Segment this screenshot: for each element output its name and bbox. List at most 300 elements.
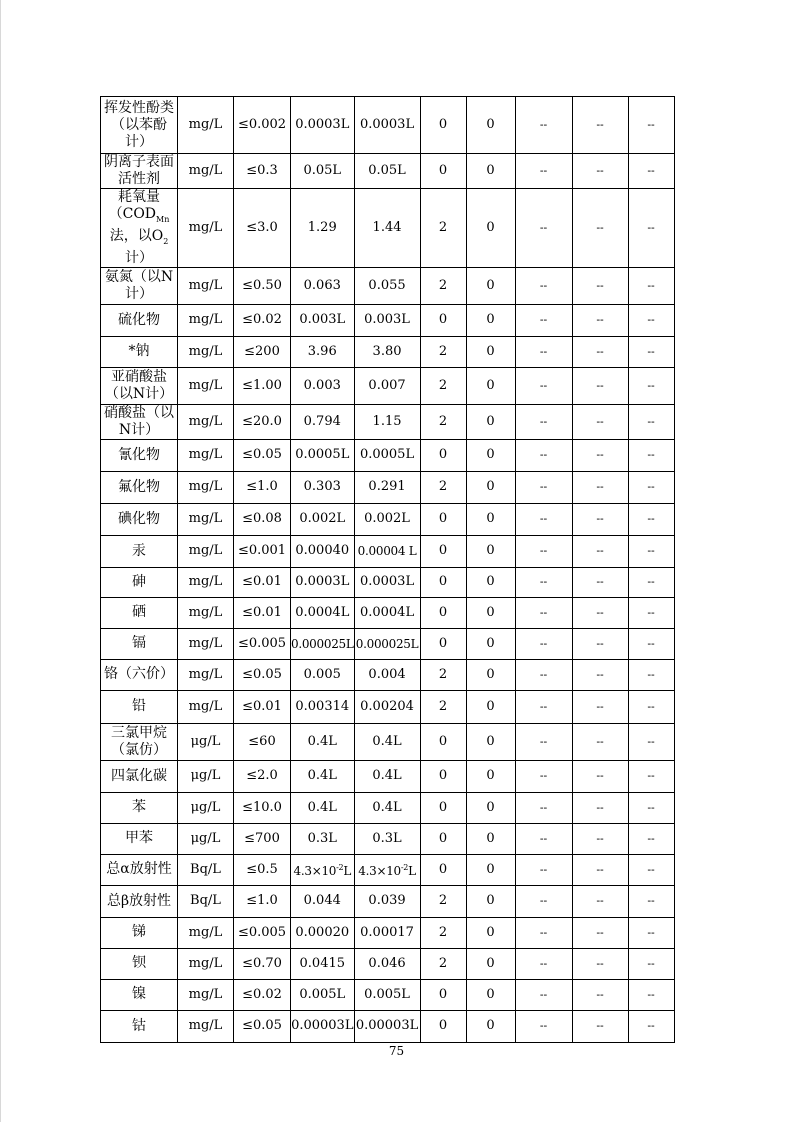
table-row: [101, 567, 675, 597]
table-row: [101, 723, 675, 760]
empty2-cell: --: [572, 1010, 628, 1042]
unit-cell: mg/L: [178, 1010, 234, 1042]
count1-cell: 0: [420, 723, 466, 760]
empty1-cell: --: [515, 885, 572, 917]
count2-cell: 0: [466, 367, 515, 404]
value2-cell: 0.00003L: [354, 1010, 420, 1042]
unit-cell: mg/L: [178, 948, 234, 979]
table-row: [101, 471, 675, 503]
limit-cell: ≤1.0: [234, 885, 291, 917]
limit-cell: ≤0.01: [234, 567, 291, 597]
empty1-cell: --: [515, 336, 572, 367]
unit-cell: μg/L: [178, 760, 234, 792]
table-row: [101, 823, 675, 854]
item-name-cell: 甲苯: [101, 823, 178, 854]
value2-cell: 0.05L: [354, 154, 420, 189]
count1-cell: 2: [420, 189, 466, 268]
table-row: [101, 439, 675, 471]
page-left-edge: [0, 0, 1, 1122]
value1-cell: 0.794: [291, 404, 355, 439]
limit-cell: ≤3.0: [234, 189, 291, 268]
count2-cell: 0: [466, 1010, 515, 1042]
item-name-cell: *钠: [101, 336, 178, 367]
limit-cell: ≤0.02: [234, 304, 291, 336]
count2-cell: 0: [466, 723, 515, 760]
empty1-cell: --: [515, 471, 572, 503]
empty3-cell: --: [628, 336, 674, 367]
limit-cell: ≤200: [234, 336, 291, 367]
empty3-cell: --: [628, 760, 674, 792]
value2-cell: 0.3L: [354, 823, 420, 854]
empty2-cell: --: [572, 760, 628, 792]
count1-cell: 0: [420, 823, 466, 854]
unit-cell: mg/L: [178, 404, 234, 439]
empty3-cell: --: [628, 471, 674, 503]
count2-cell: 0: [466, 304, 515, 336]
item-name-cell: 亚硝酸盐（以N计）: [101, 367, 178, 404]
item-name-cell: 阴离子表面活性剂: [101, 154, 178, 189]
water-quality-table: [100, 96, 675, 1043]
value2-cell: 1.15: [354, 404, 420, 439]
empty3-cell: --: [628, 367, 674, 404]
empty1-cell: --: [515, 367, 572, 404]
empty1-cell: --: [515, 854, 572, 885]
empty1-cell: --: [515, 690, 572, 723]
count2-cell: 0: [466, 471, 515, 503]
empty2-cell: --: [572, 535, 628, 567]
empty2-cell: --: [572, 885, 628, 917]
value1-cell: $4.3\times 10^{-2}L$: [291, 854, 355, 885]
value1-cell: 0.00020: [291, 917, 355, 948]
value1-cell: 0.303: [291, 471, 355, 503]
count2-cell: 0: [466, 439, 515, 471]
empty1-cell: --: [515, 917, 572, 948]
item-name-cell: 四氯化碳: [101, 760, 178, 792]
value1-cell: 0.0003L: [291, 567, 355, 597]
count2-cell: 0: [466, 823, 515, 854]
value2-cell: 0.007: [354, 367, 420, 404]
limit-cell: ≤0.70: [234, 948, 291, 979]
limit-cell: ≤10.0: [234, 792, 291, 823]
empty3-cell: --: [628, 535, 674, 567]
item-name-cell: 锑: [101, 917, 178, 948]
count2-cell: 0: [466, 979, 515, 1010]
value1-cell: 0.003: [291, 367, 355, 404]
table-row: [101, 154, 675, 189]
limit-cell: ≤0.08: [234, 503, 291, 535]
limit-cell: ≤0.05: [234, 1010, 291, 1042]
empty2-cell: --: [572, 404, 628, 439]
empty3-cell: --: [628, 503, 674, 535]
count1-cell: 2: [420, 404, 466, 439]
unit-cell: mg/L: [178, 917, 234, 948]
value1-cell: 0.005L: [291, 979, 355, 1010]
unit-cell: mg/L: [178, 659, 234, 690]
limit-cell: ≤0.002: [234, 97, 291, 154]
value2-cell: 0.004: [354, 659, 420, 690]
value2-cell: 0.0003L: [354, 97, 420, 154]
item-name-cell: 铬（六价）: [101, 659, 178, 690]
empty1-cell: --: [515, 760, 572, 792]
count1-cell: 0: [420, 760, 466, 792]
item-name-cell: 氰化物: [101, 439, 178, 471]
unit-cell: mg/L: [178, 439, 234, 471]
empty1-cell: --: [515, 628, 572, 659]
value1-cell: 0.0004L: [291, 597, 355, 628]
value1-cell: 0.000025L: [291, 628, 355, 659]
count1-cell: 0: [420, 97, 466, 154]
count1-cell: 0: [420, 567, 466, 597]
table-row: [101, 1010, 675, 1042]
value2-cell: $4.3\times 10^{-2}L$: [354, 854, 420, 885]
item-name-cell: 硒: [101, 597, 178, 628]
empty2-cell: --: [572, 628, 628, 659]
value1-cell: 0.4L: [291, 723, 355, 760]
table-row: [101, 367, 675, 404]
empty1-cell: --: [515, 979, 572, 1010]
empty2-cell: --: [572, 367, 628, 404]
value2-cell: 0.00004 L: [354, 535, 420, 567]
count2-cell: 0: [466, 854, 515, 885]
table-row: [101, 535, 675, 567]
limit-cell: ≤0.01: [234, 597, 291, 628]
item-name-cell: 氟化物: [101, 471, 178, 503]
empty2-cell: --: [572, 917, 628, 948]
empty3-cell: --: [628, 854, 674, 885]
count2-cell: 0: [466, 760, 515, 792]
count2-cell: 0: [466, 690, 515, 723]
count2-cell: 0: [466, 597, 515, 628]
value2-cell: 1.44: [354, 189, 420, 268]
value1-cell: 0.00040: [291, 535, 355, 567]
count2-cell: 0: [466, 535, 515, 567]
item-name-cell: 砷: [101, 567, 178, 597]
count1-cell: 2: [420, 367, 466, 404]
table-row: [101, 760, 675, 792]
empty2-cell: --: [572, 854, 628, 885]
empty2-cell: --: [572, 471, 628, 503]
count1-cell: 0: [420, 535, 466, 567]
item-name-cell: 硝酸盐（以N计）: [101, 404, 178, 439]
table-row: [101, 503, 675, 535]
value2-cell: 0.00204: [354, 690, 420, 723]
empty3-cell: --: [628, 97, 674, 154]
count1-cell: 2: [420, 917, 466, 948]
unit-cell: mg/L: [178, 336, 234, 367]
count2-cell: 0: [466, 154, 515, 189]
value2-cell: 0.0004L: [354, 597, 420, 628]
empty3-cell: --: [628, 823, 674, 854]
table-row: [101, 690, 675, 723]
empty1-cell: --: [515, 792, 572, 823]
value1-cell: 0.4L: [291, 792, 355, 823]
empty1-cell: --: [515, 503, 572, 535]
empty1-cell: --: [515, 154, 572, 189]
value2-cell: 0.000025L: [354, 628, 420, 659]
count1-cell: 0: [420, 439, 466, 471]
limit-cell: ≤1.0: [234, 471, 291, 503]
empty2-cell: --: [572, 154, 628, 189]
empty1-cell: --: [515, 567, 572, 597]
limit-cell: ≤0.001: [234, 535, 291, 567]
value2-cell: 3.80: [354, 336, 420, 367]
value1-cell: 0.0415: [291, 948, 355, 979]
empty3-cell: --: [628, 439, 674, 471]
value2-cell: 0.003L: [354, 304, 420, 336]
value1-cell: 3.96: [291, 336, 355, 367]
unit-cell: mg/L: [178, 597, 234, 628]
value1-cell: 0.00003L: [291, 1010, 355, 1042]
page-number: 75: [388, 1044, 405, 1058]
limit-cell: ≤0.05: [234, 659, 291, 690]
empty2-cell: --: [572, 439, 628, 471]
unit-cell: mg/L: [178, 189, 234, 268]
empty3-cell: --: [628, 948, 674, 979]
value2-cell: 0.055: [354, 267, 420, 304]
empty3-cell: --: [628, 267, 674, 304]
count1-cell: 2: [420, 659, 466, 690]
count1-cell: 2: [420, 948, 466, 979]
value1-cell: 0.063: [291, 267, 355, 304]
value1-cell: 0.0003L: [291, 97, 355, 154]
table-row: [101, 597, 675, 628]
count2-cell: 0: [466, 267, 515, 304]
empty3-cell: --: [628, 723, 674, 760]
empty1-cell: --: [515, 1010, 572, 1042]
count1-cell: 0: [420, 503, 466, 535]
unit-cell: mg/L: [178, 979, 234, 1010]
empty1-cell: --: [515, 723, 572, 760]
empty2-cell: --: [572, 597, 628, 628]
empty1-cell: --: [515, 189, 572, 268]
empty3-cell: --: [628, 404, 674, 439]
limit-cell: ≤20.0: [234, 404, 291, 439]
value1-cell: 0.002L: [291, 503, 355, 535]
count1-cell: 0: [420, 304, 466, 336]
count2-cell: 0: [466, 404, 515, 439]
count1-cell: 2: [420, 471, 466, 503]
value2-cell: 0.0005L: [354, 439, 420, 471]
item-name-cell: 苯: [101, 792, 178, 823]
value1-cell: 0.05L: [291, 154, 355, 189]
table-row: [101, 979, 675, 1010]
value1-cell: 1.29: [291, 189, 355, 268]
value2-cell: 0.00017: [354, 917, 420, 948]
empty3-cell: --: [628, 885, 674, 917]
limit-cell: ≤0.005: [234, 628, 291, 659]
value2-cell: 0.005L: [354, 979, 420, 1010]
table-row: [101, 336, 675, 367]
empty1-cell: --: [515, 659, 572, 690]
item-name-cell: 三氯甲烷（氯仿）: [101, 723, 178, 760]
unit-cell: mg/L: [178, 97, 234, 154]
table-row: [101, 659, 675, 690]
count1-cell: 0: [420, 597, 466, 628]
empty2-cell: --: [572, 723, 628, 760]
empty1-cell: --: [515, 267, 572, 304]
item-name-cell: 钴: [101, 1010, 178, 1042]
limit-cell: ≤0.02: [234, 979, 291, 1010]
empty1-cell: --: [515, 948, 572, 979]
empty3-cell: --: [628, 792, 674, 823]
empty2-cell: --: [572, 659, 628, 690]
table-row: [101, 885, 675, 917]
empty1-cell: --: [515, 823, 572, 854]
empty2-cell: --: [572, 97, 628, 154]
value1-cell: 0.4L: [291, 760, 355, 792]
empty2-cell: --: [572, 690, 628, 723]
empty2-cell: --: [572, 792, 628, 823]
empty3-cell: --: [628, 567, 674, 597]
value2-cell: 0.4L: [354, 723, 420, 760]
empty2-cell: --: [572, 948, 628, 979]
item-name-cell: 耗氧量（$COD_{Mn}$法，以$O_2$计）: [101, 189, 178, 268]
count2-cell: 0: [466, 567, 515, 597]
item-name-cell: 镉: [101, 628, 178, 659]
unit-cell: mg/L: [178, 471, 234, 503]
count1-cell: 0: [420, 854, 466, 885]
unit-cell: mg/L: [178, 367, 234, 404]
limit-cell: ≤0.05: [234, 439, 291, 471]
unit-cell: Bq/L: [178, 854, 234, 885]
empty2-cell: --: [572, 567, 628, 597]
limit-cell: ≤60: [234, 723, 291, 760]
empty1-cell: --: [515, 97, 572, 154]
item-name-cell: 总β放射性: [101, 885, 178, 917]
limit-cell: ≤0.005: [234, 917, 291, 948]
value2-cell: 0.002L: [354, 503, 420, 535]
empty3-cell: --: [628, 917, 674, 948]
unit-cell: mg/L: [178, 154, 234, 189]
count1-cell: 0: [420, 154, 466, 189]
empty1-cell: --: [515, 439, 572, 471]
empty2-cell: --: [572, 336, 628, 367]
count2-cell: 0: [466, 659, 515, 690]
value2-cell: 0.4L: [354, 760, 420, 792]
limit-cell: ≤0.50: [234, 267, 291, 304]
item-name-cell: 汞: [101, 535, 178, 567]
empty2-cell: --: [572, 979, 628, 1010]
value1-cell: 0.044: [291, 885, 355, 917]
count2-cell: 0: [466, 628, 515, 659]
empty1-cell: --: [515, 597, 572, 628]
table-row: [101, 948, 675, 979]
empty3-cell: --: [628, 1010, 674, 1042]
table-row: [101, 792, 675, 823]
table-row: [101, 917, 675, 948]
limit-cell: ≤700: [234, 823, 291, 854]
item-name-cell: 钡: [101, 948, 178, 979]
empty2-cell: --: [572, 823, 628, 854]
empty2-cell: --: [572, 189, 628, 268]
value2-cell: 0.046: [354, 948, 420, 979]
empty3-cell: --: [628, 189, 674, 268]
empty2-cell: --: [572, 267, 628, 304]
empty3-cell: --: [628, 304, 674, 336]
empty1-cell: --: [515, 535, 572, 567]
count2-cell: 0: [466, 792, 515, 823]
empty2-cell: --: [572, 304, 628, 336]
count1-cell: 0: [420, 628, 466, 659]
value2-cell: 0.039: [354, 885, 420, 917]
empty3-cell: --: [628, 690, 674, 723]
empty2-cell: --: [572, 503, 628, 535]
count1-cell: 2: [420, 336, 466, 367]
item-name-cell: 镍: [101, 979, 178, 1010]
table-row: [101, 404, 675, 439]
unit-cell: Bq/L: [178, 885, 234, 917]
count1-cell: 0: [420, 979, 466, 1010]
item-name-cell: 硫化物: [101, 304, 178, 336]
unit-cell: mg/L: [178, 267, 234, 304]
table-row: [101, 628, 675, 659]
value1-cell: 0.003L: [291, 304, 355, 336]
item-name-cell: 总α放射性: [101, 854, 178, 885]
table-row: [101, 97, 675, 154]
limit-cell: ≤2.0: [234, 760, 291, 792]
empty3-cell: --: [628, 628, 674, 659]
unit-cell: mg/L: [178, 535, 234, 567]
item-name-cell: 碘化物: [101, 503, 178, 535]
empty3-cell: --: [628, 154, 674, 189]
value2-cell: 0.291: [354, 471, 420, 503]
table-row: [101, 189, 675, 268]
unit-cell: mg/L: [178, 567, 234, 597]
count1-cell: 0: [420, 792, 466, 823]
empty1-cell: --: [515, 304, 572, 336]
empty1-cell: --: [515, 404, 572, 439]
empty3-cell: --: [628, 659, 674, 690]
limit-cell: ≤1.00: [234, 367, 291, 404]
unit-cell: mg/L: [178, 304, 234, 336]
table-row: [101, 854, 675, 885]
table-row: [101, 267, 675, 304]
count2-cell: 0: [466, 189, 515, 268]
count2-cell: 0: [466, 948, 515, 979]
value1-cell: 0.3L: [291, 823, 355, 854]
unit-cell: μg/L: [178, 723, 234, 760]
count2-cell: 0: [466, 336, 515, 367]
limit-cell: ≤0.5: [234, 854, 291, 885]
empty3-cell: --: [628, 597, 674, 628]
value2-cell: 0.0003L: [354, 567, 420, 597]
unit-cell: mg/L: [178, 690, 234, 723]
count1-cell: 2: [420, 267, 466, 304]
table-row: [101, 304, 675, 336]
count2-cell: 0: [466, 917, 515, 948]
value1-cell: 0.0005L: [291, 439, 355, 471]
count2-cell: 0: [466, 503, 515, 535]
empty3-cell: --: [628, 979, 674, 1010]
count1-cell: 0: [420, 1010, 466, 1042]
unit-cell: μg/L: [178, 823, 234, 854]
count1-cell: 2: [420, 885, 466, 917]
count2-cell: 0: [466, 885, 515, 917]
limit-cell: ≤0.3: [234, 154, 291, 189]
item-name-cell: 氨氮（以N计）: [101, 267, 178, 304]
value2-cell: 0.4L: [354, 792, 420, 823]
unit-cell: mg/L: [178, 503, 234, 535]
limit-cell: ≤0.01: [234, 690, 291, 723]
item-name-cell: 挥发性酚类（以苯酚计）: [101, 97, 178, 154]
value1-cell: 0.005: [291, 659, 355, 690]
unit-cell: mg/L: [178, 628, 234, 659]
item-name-cell: 铅: [101, 690, 178, 723]
count2-cell: 0: [466, 97, 515, 154]
unit-cell: μg/L: [178, 792, 234, 823]
value1-cell: 0.00314: [291, 690, 355, 723]
count1-cell: 2: [420, 690, 466, 723]
